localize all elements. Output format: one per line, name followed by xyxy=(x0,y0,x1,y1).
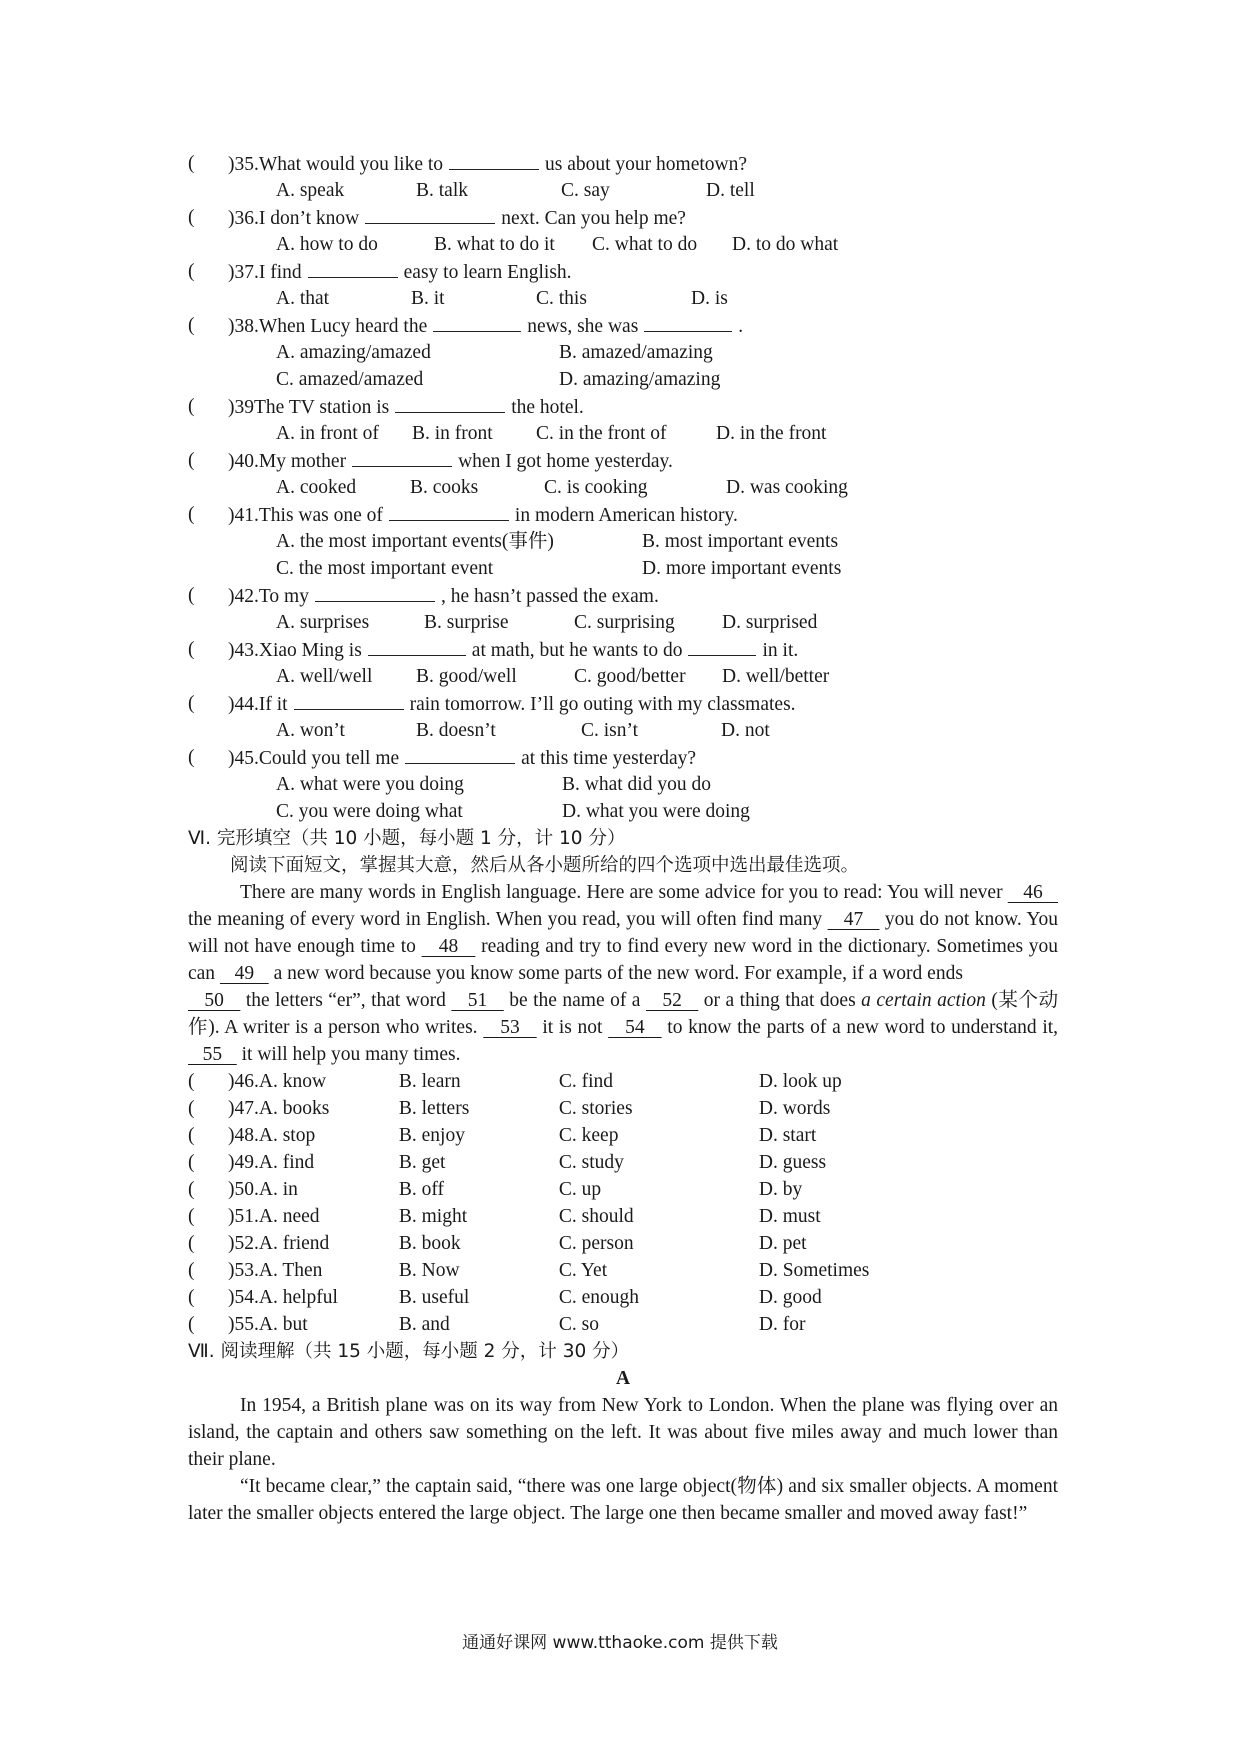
question-text: Xiao Ming is xyxy=(258,640,362,661)
answer-paren: ( xyxy=(188,261,195,282)
option: D. is xyxy=(691,288,728,309)
question-text: . xyxy=(738,316,744,337)
option: A. that xyxy=(276,288,330,309)
options-row xyxy=(188,663,1058,690)
question-stem xyxy=(228,258,572,285)
cloze-option-row xyxy=(188,1095,1058,1122)
question-text: at this time yesterday? xyxy=(521,748,697,769)
question-number: )36. xyxy=(228,208,259,229)
option: D. tell xyxy=(706,180,755,201)
question-stem xyxy=(228,690,796,717)
answer-blank xyxy=(308,258,398,278)
section-6-title: Ⅵ. 完形填空（共 10 小题，每小题 1 分，计 10 分） xyxy=(188,828,626,849)
answer-paren: ( xyxy=(188,693,195,714)
option-a: A. helpful xyxy=(258,1287,338,1308)
option-c: C. study xyxy=(558,1152,624,1173)
option: C. amazed/amazed xyxy=(276,369,424,390)
answer-paren: ( xyxy=(188,315,195,336)
answer-paren: ( xyxy=(188,504,195,525)
option-a: A. find xyxy=(258,1152,315,1173)
question-text: in modern American history. xyxy=(514,505,738,526)
option-d: D. Sometimes xyxy=(758,1260,870,1281)
question-text: , he hasn’t passed the exam. xyxy=(440,586,659,607)
question-text: What would you like to xyxy=(258,154,444,175)
question-text: us about your hometown? xyxy=(545,154,748,175)
option: B. most important events xyxy=(642,531,839,552)
option-d: D. start xyxy=(758,1125,817,1146)
passage-text: There are many words in English language. Here are some advice for you to read: You will never xyxy=(240,882,1003,903)
option: C. say xyxy=(561,180,610,201)
option: A. well/well xyxy=(276,666,373,687)
question-stem xyxy=(228,204,686,231)
answer-paren: ( xyxy=(188,1233,195,1254)
option-b: B. letters xyxy=(398,1098,470,1119)
answer-paren: ( xyxy=(188,1260,195,1281)
option: D. in the front xyxy=(716,423,827,444)
option: B. cooks xyxy=(410,477,479,498)
question-stem xyxy=(228,636,798,663)
cloze-option-row xyxy=(188,1311,1058,1338)
option-c: C. find xyxy=(558,1071,614,1092)
question-row xyxy=(188,312,1058,339)
passage-text: it is not xyxy=(542,1017,603,1038)
option: C. you were doing what xyxy=(276,801,463,822)
exam-content xyxy=(188,150,1058,1527)
option-c: C. keep xyxy=(558,1125,619,1146)
cloze-blank-48: 48 xyxy=(421,936,476,957)
question-text: My mother xyxy=(258,451,347,472)
option-d: D. good xyxy=(758,1287,822,1308)
question-stem xyxy=(228,582,659,609)
option: B. talk xyxy=(416,180,468,201)
question-stem xyxy=(228,447,673,474)
question-row xyxy=(188,690,1058,717)
question-number: )50. xyxy=(228,1179,259,1200)
question-number: )41. xyxy=(228,505,259,526)
option: C. the most important event xyxy=(276,558,494,579)
option-b: B. book xyxy=(398,1233,461,1254)
option-d: D. pet xyxy=(758,1233,807,1254)
passage-text: it will help you many times. xyxy=(241,1044,461,1065)
question-row xyxy=(188,501,1058,528)
question-stem xyxy=(228,312,743,339)
question-row xyxy=(188,582,1058,609)
answer-blank xyxy=(352,447,452,467)
cloze-option-row xyxy=(188,1122,1058,1149)
answer-paren: ( xyxy=(188,153,195,174)
option-a: A. books xyxy=(258,1098,330,1119)
option-a: A. in xyxy=(258,1179,298,1200)
question-text: When Lucy heard the xyxy=(258,316,428,337)
question-text: when I got home yesterday. xyxy=(458,451,673,472)
question-text: To my xyxy=(258,586,309,607)
option: C. surprising xyxy=(574,612,675,633)
answer-paren: ( xyxy=(188,1071,195,1092)
question-number: )40. xyxy=(228,451,259,472)
question-text: in it. xyxy=(762,640,799,661)
question-number: )47. xyxy=(228,1098,259,1119)
answer-paren: ( xyxy=(188,1206,195,1227)
option-a: A. friend xyxy=(258,1233,330,1254)
answer-paren: ( xyxy=(188,1179,195,1200)
question-text: This was one of xyxy=(258,505,383,526)
answer-blank xyxy=(433,312,521,332)
cloze-blank-51: 51 xyxy=(451,990,504,1011)
cloze-blank-54: 54 xyxy=(608,1017,662,1038)
cloze-blank-52: 52 xyxy=(645,990,699,1011)
cloze-blank-53: 53 xyxy=(483,1017,537,1038)
answer-paren: ( xyxy=(188,396,195,417)
question-number: )46. xyxy=(228,1071,259,1092)
options-row xyxy=(188,717,1058,744)
option: D. what you were doing xyxy=(562,801,750,822)
option-c: C. should xyxy=(558,1206,634,1227)
option-c: C. so xyxy=(558,1314,599,1335)
question-text: I don’t know xyxy=(258,208,360,229)
option-d: D. must xyxy=(758,1206,821,1227)
option-a: A. stop xyxy=(258,1125,316,1146)
passage-text: be the name of a xyxy=(509,990,641,1011)
option: C. is cooking xyxy=(544,477,648,498)
passage-text-italic: a certain action xyxy=(861,990,986,1011)
option-b: B. off xyxy=(398,1179,445,1200)
passage-text: (某个动作). A writer is a person who writes. xyxy=(188,990,1059,1038)
passage-text: the meaning of every word in English. When you read, you will often find many xyxy=(188,909,823,930)
option-b: B. useful xyxy=(398,1287,470,1308)
option-d: D. by xyxy=(758,1179,803,1200)
question-number: )51. xyxy=(228,1206,259,1227)
question-stem xyxy=(228,501,738,528)
options-row xyxy=(188,798,1058,825)
options-row xyxy=(188,177,1058,204)
question-row xyxy=(188,447,1058,474)
option-b: B. Now xyxy=(398,1260,460,1281)
question-number: )38. xyxy=(228,316,259,337)
options-row xyxy=(188,474,1058,501)
passage-text: or a thing that does xyxy=(703,990,856,1011)
answer-blank xyxy=(395,393,505,413)
option: A. amazing/amazed xyxy=(276,342,431,363)
options-row xyxy=(188,231,1058,258)
question-text: news, she was xyxy=(527,316,639,337)
question-number: )43. xyxy=(228,640,259,661)
cloze-blank-49: 49 xyxy=(219,963,269,984)
answer-blank xyxy=(644,312,732,332)
cloze-option-row xyxy=(188,1176,1058,1203)
answer-blank xyxy=(389,501,509,521)
option: B. surprise xyxy=(424,612,509,633)
passage-text: you do not know. You will not have enough time to xyxy=(188,909,1059,957)
option: A. won’t xyxy=(276,720,345,741)
options-row xyxy=(188,609,1058,636)
option-a: A. need xyxy=(258,1206,320,1227)
options-row xyxy=(188,339,1058,366)
option: C. in the front of xyxy=(536,423,667,444)
passage-text: to know the parts of a new word to understand it, xyxy=(667,1017,1059,1038)
option-b: B. enjoy xyxy=(398,1125,465,1146)
option: D. not xyxy=(721,720,770,741)
option: C. good/better xyxy=(574,666,686,687)
answer-blank xyxy=(449,150,539,170)
option: A. the most important events(事件) xyxy=(276,531,554,552)
options-row xyxy=(188,420,1058,447)
option: B. good/well xyxy=(416,666,517,687)
cloze-option-row xyxy=(188,1068,1058,1095)
answer-blank xyxy=(368,636,466,656)
question-text: the hotel. xyxy=(511,397,584,418)
answer-blank xyxy=(315,582,435,602)
passage-label: A xyxy=(615,1368,631,1389)
cloze-blank-50: 50 xyxy=(188,990,241,1011)
answer-paren: ( xyxy=(188,639,195,660)
passage-text: a new word because you know some parts of the new word. For example, if a word ends xyxy=(273,963,963,984)
option: B. in front xyxy=(412,423,493,444)
reading-paragraph-1: In 1954, a British plane was on its way from New York to London. When the plane was flying over an island, the captain and others saw something on the left. It was about five miles away and much lower than their plane. xyxy=(188,1395,1058,1470)
answer-blank xyxy=(405,744,515,764)
option: D. was cooking xyxy=(726,477,848,498)
answer-paren: ( xyxy=(188,1314,195,1335)
question-row xyxy=(188,204,1058,231)
cloze-option-row xyxy=(188,1284,1058,1311)
options-row xyxy=(188,771,1058,798)
answer-paren: ( xyxy=(188,207,195,228)
question-stem xyxy=(228,150,747,177)
question-number: )52. xyxy=(228,1233,259,1254)
question-stem xyxy=(228,744,696,771)
option: D. surprised xyxy=(722,612,818,633)
option: A. speak xyxy=(276,180,345,201)
option-b: B. might xyxy=(398,1206,468,1227)
option: C. what to do xyxy=(592,234,698,255)
answer-paren: ( xyxy=(188,1125,195,1146)
answer-blank xyxy=(294,690,404,710)
option-c: C. enough xyxy=(558,1287,640,1308)
answer-paren: ( xyxy=(188,1098,195,1119)
answer-blank xyxy=(688,636,756,656)
question-number: )54. xyxy=(228,1287,259,1308)
option: A. surprises xyxy=(276,612,370,633)
question-text: I find xyxy=(258,262,302,283)
cloze-option-row xyxy=(188,1203,1058,1230)
cloze-option-row xyxy=(188,1149,1058,1176)
answer-paren: ( xyxy=(188,585,195,606)
option-b: B. learn xyxy=(398,1071,461,1092)
question-text: next. Can you help me? xyxy=(501,208,686,229)
option-a: A. but xyxy=(258,1314,308,1335)
question-row xyxy=(188,744,1058,771)
answer-paren: ( xyxy=(188,450,195,471)
answer-blank xyxy=(365,204,495,224)
options-row xyxy=(188,366,1058,393)
question-text: easy to learn English. xyxy=(403,262,572,283)
option: C. this xyxy=(536,288,587,309)
passage-text: the letters “er”, that word xyxy=(245,990,446,1011)
question-number: )35. xyxy=(228,154,259,175)
question-stem xyxy=(228,393,584,420)
option: A. what were you doing xyxy=(276,774,464,795)
option-d: D. guess xyxy=(758,1152,827,1173)
reading-paragraph-2: “It became clear,” the captain said, “there was one large object(物体) and six smaller objects. A moment later the smaller objects entered the large object. The large one then became smaller and moved away fast!” xyxy=(188,1476,1058,1524)
cloze-option-row xyxy=(188,1257,1058,1284)
option-c: C. Yet xyxy=(558,1260,608,1281)
option: D. amazing/amazing xyxy=(559,369,721,390)
question-row xyxy=(188,258,1058,285)
question-number: )37. xyxy=(228,262,259,283)
option-d: D. words xyxy=(758,1098,831,1119)
option: D. more important events xyxy=(642,558,842,579)
cloze-blank-46: 46 xyxy=(1007,882,1058,903)
option: B. what did you do xyxy=(562,774,711,795)
passage-text: reading and try to find every new word in the dictionary. Sometimes you can xyxy=(188,936,1059,984)
answer-paren: ( xyxy=(188,747,195,768)
question-number: )49. xyxy=(228,1152,259,1173)
cloze-option-row xyxy=(188,1230,1058,1257)
option: A. in front of xyxy=(276,423,379,444)
question-text: rain tomorrow. I’ll go outing with my classmates. xyxy=(409,694,796,715)
cloze-blank-47: 47 xyxy=(827,909,880,930)
option: D. to do what xyxy=(732,234,839,255)
option-a: A. Then xyxy=(258,1260,323,1281)
question-number: )44. xyxy=(228,694,259,715)
option-c: C. up xyxy=(558,1179,602,1200)
option: B. what to do it xyxy=(434,234,555,255)
question-text: Could you tell me xyxy=(258,748,400,769)
option: D. well/better xyxy=(722,666,830,687)
question-number: )48. xyxy=(228,1125,259,1146)
question-row xyxy=(188,636,1058,663)
option-d: D. look up xyxy=(758,1071,842,1092)
cloze-passage xyxy=(188,879,1058,1068)
answer-paren: ( xyxy=(188,1287,195,1308)
option: B. it xyxy=(411,288,445,309)
cloze-blank-55: 55 xyxy=(188,1044,237,1065)
options-row xyxy=(188,285,1058,312)
question-number: )53. xyxy=(228,1260,259,1281)
question-text: If it xyxy=(258,694,288,715)
question-row xyxy=(188,150,1058,177)
question-number: )55. xyxy=(228,1314,259,1335)
question-number: )42. xyxy=(228,586,259,607)
option: B. amazed/amazing xyxy=(559,342,713,363)
option-d: D. for xyxy=(758,1314,806,1335)
section-7-title: Ⅶ. 阅读理解（共 15 小题，每小题 2 分，计 30 分） xyxy=(188,1341,630,1362)
option: C. isn’t xyxy=(581,720,639,741)
options-row xyxy=(188,555,1058,582)
options-row xyxy=(188,528,1058,555)
question-text: at math, but he wants to do xyxy=(471,640,683,661)
question-row xyxy=(188,393,1058,420)
option-c: C. person xyxy=(558,1233,634,1254)
option: B. doesn’t xyxy=(416,720,496,741)
question-text: The TV station is xyxy=(254,397,390,418)
option-b: B. and xyxy=(398,1314,450,1335)
option-a: A. know xyxy=(258,1071,327,1092)
answer-paren: ( xyxy=(188,1152,195,1173)
question-number: )39 xyxy=(228,397,254,418)
option-b: B. get xyxy=(398,1152,446,1173)
page-footer: 通通好课网 www.tthaoke.com 提供下载 xyxy=(462,1633,778,1653)
question-number: )45. xyxy=(228,748,259,769)
option: A. how to do xyxy=(276,234,378,255)
section-6-instruction: 阅读下面短文，掌握其大意，然后从各小题所给的四个选项中选出最佳选项。 xyxy=(230,855,860,876)
option-c: C. stories xyxy=(558,1098,633,1119)
option: A. cooked xyxy=(276,477,357,498)
